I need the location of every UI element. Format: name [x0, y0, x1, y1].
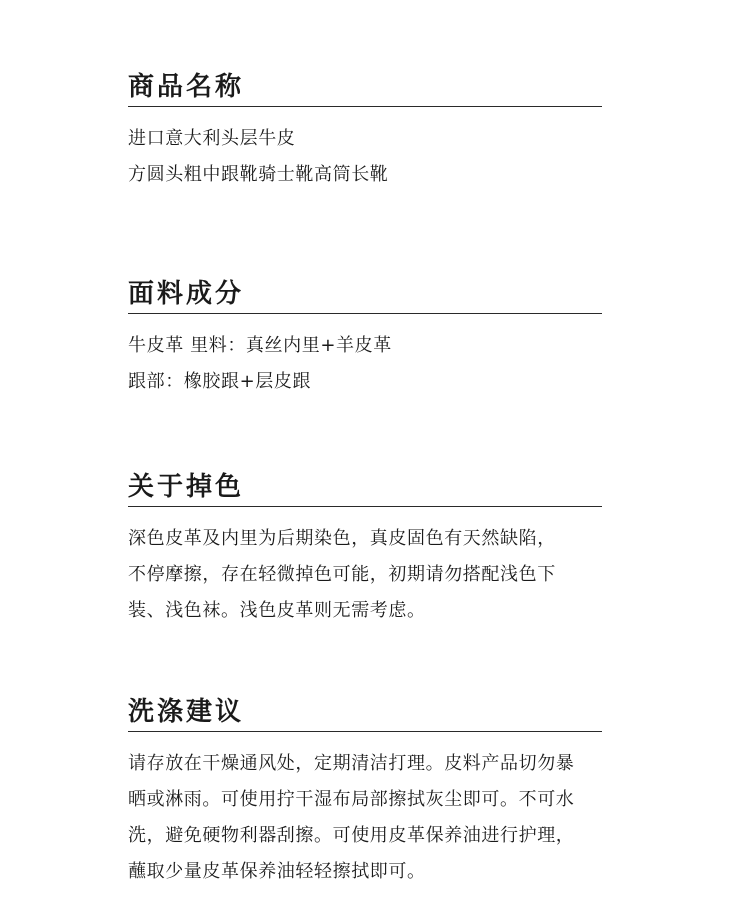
text-line: 牛皮革 里料：真丝内里+羊皮革: [128, 335, 392, 356]
text-line: 请存放在干燥通风处，定期清洁打理。皮料产品切勿暴: [128, 753, 575, 774]
section-color-fading: [128, 470, 602, 629]
section-title: 关于掉色: [128, 470, 602, 507]
section-title: 洗涤建议: [128, 695, 602, 732]
text-line: 进口意大利头层牛皮: [128, 128, 296, 149]
section-product-name: [128, 70, 602, 193]
section-body: [128, 521, 602, 629]
text-line: 装、浅色袜。浅色皮革则无需考虑。: [128, 600, 426, 621]
section-title: 面料成分: [128, 277, 602, 314]
text-line: 洗，避免硬物利器刮擦。可使用皮革保养油进行护理，: [128, 825, 575, 846]
text-line: 方圆头粗中跟靴骑士靴高筒长靴: [128, 164, 389, 185]
section-body: [128, 328, 602, 400]
section-material: [128, 277, 602, 400]
text-line: 深色皮革及内里为后期染色，真皮固色有天然缺陷，: [128, 528, 556, 549]
section-body: [128, 746, 602, 890]
section-body: [128, 121, 602, 193]
text-line: 跟部：橡胶跟+层皮跟: [128, 371, 312, 392]
text-line: 不停摩擦，存在轻微掉色可能，初期请勿搭配浅色下: [128, 564, 556, 585]
text-line: 晒或淋雨。可使用拧干湿布局部擦拭灰尘即可。不可水: [128, 789, 575, 810]
text-line: 蘸取少量皮革保养油轻轻擦拭即可。: [128, 861, 426, 882]
section-care-advice: [128, 695, 602, 890]
section-title: 商品名称: [128, 70, 602, 107]
